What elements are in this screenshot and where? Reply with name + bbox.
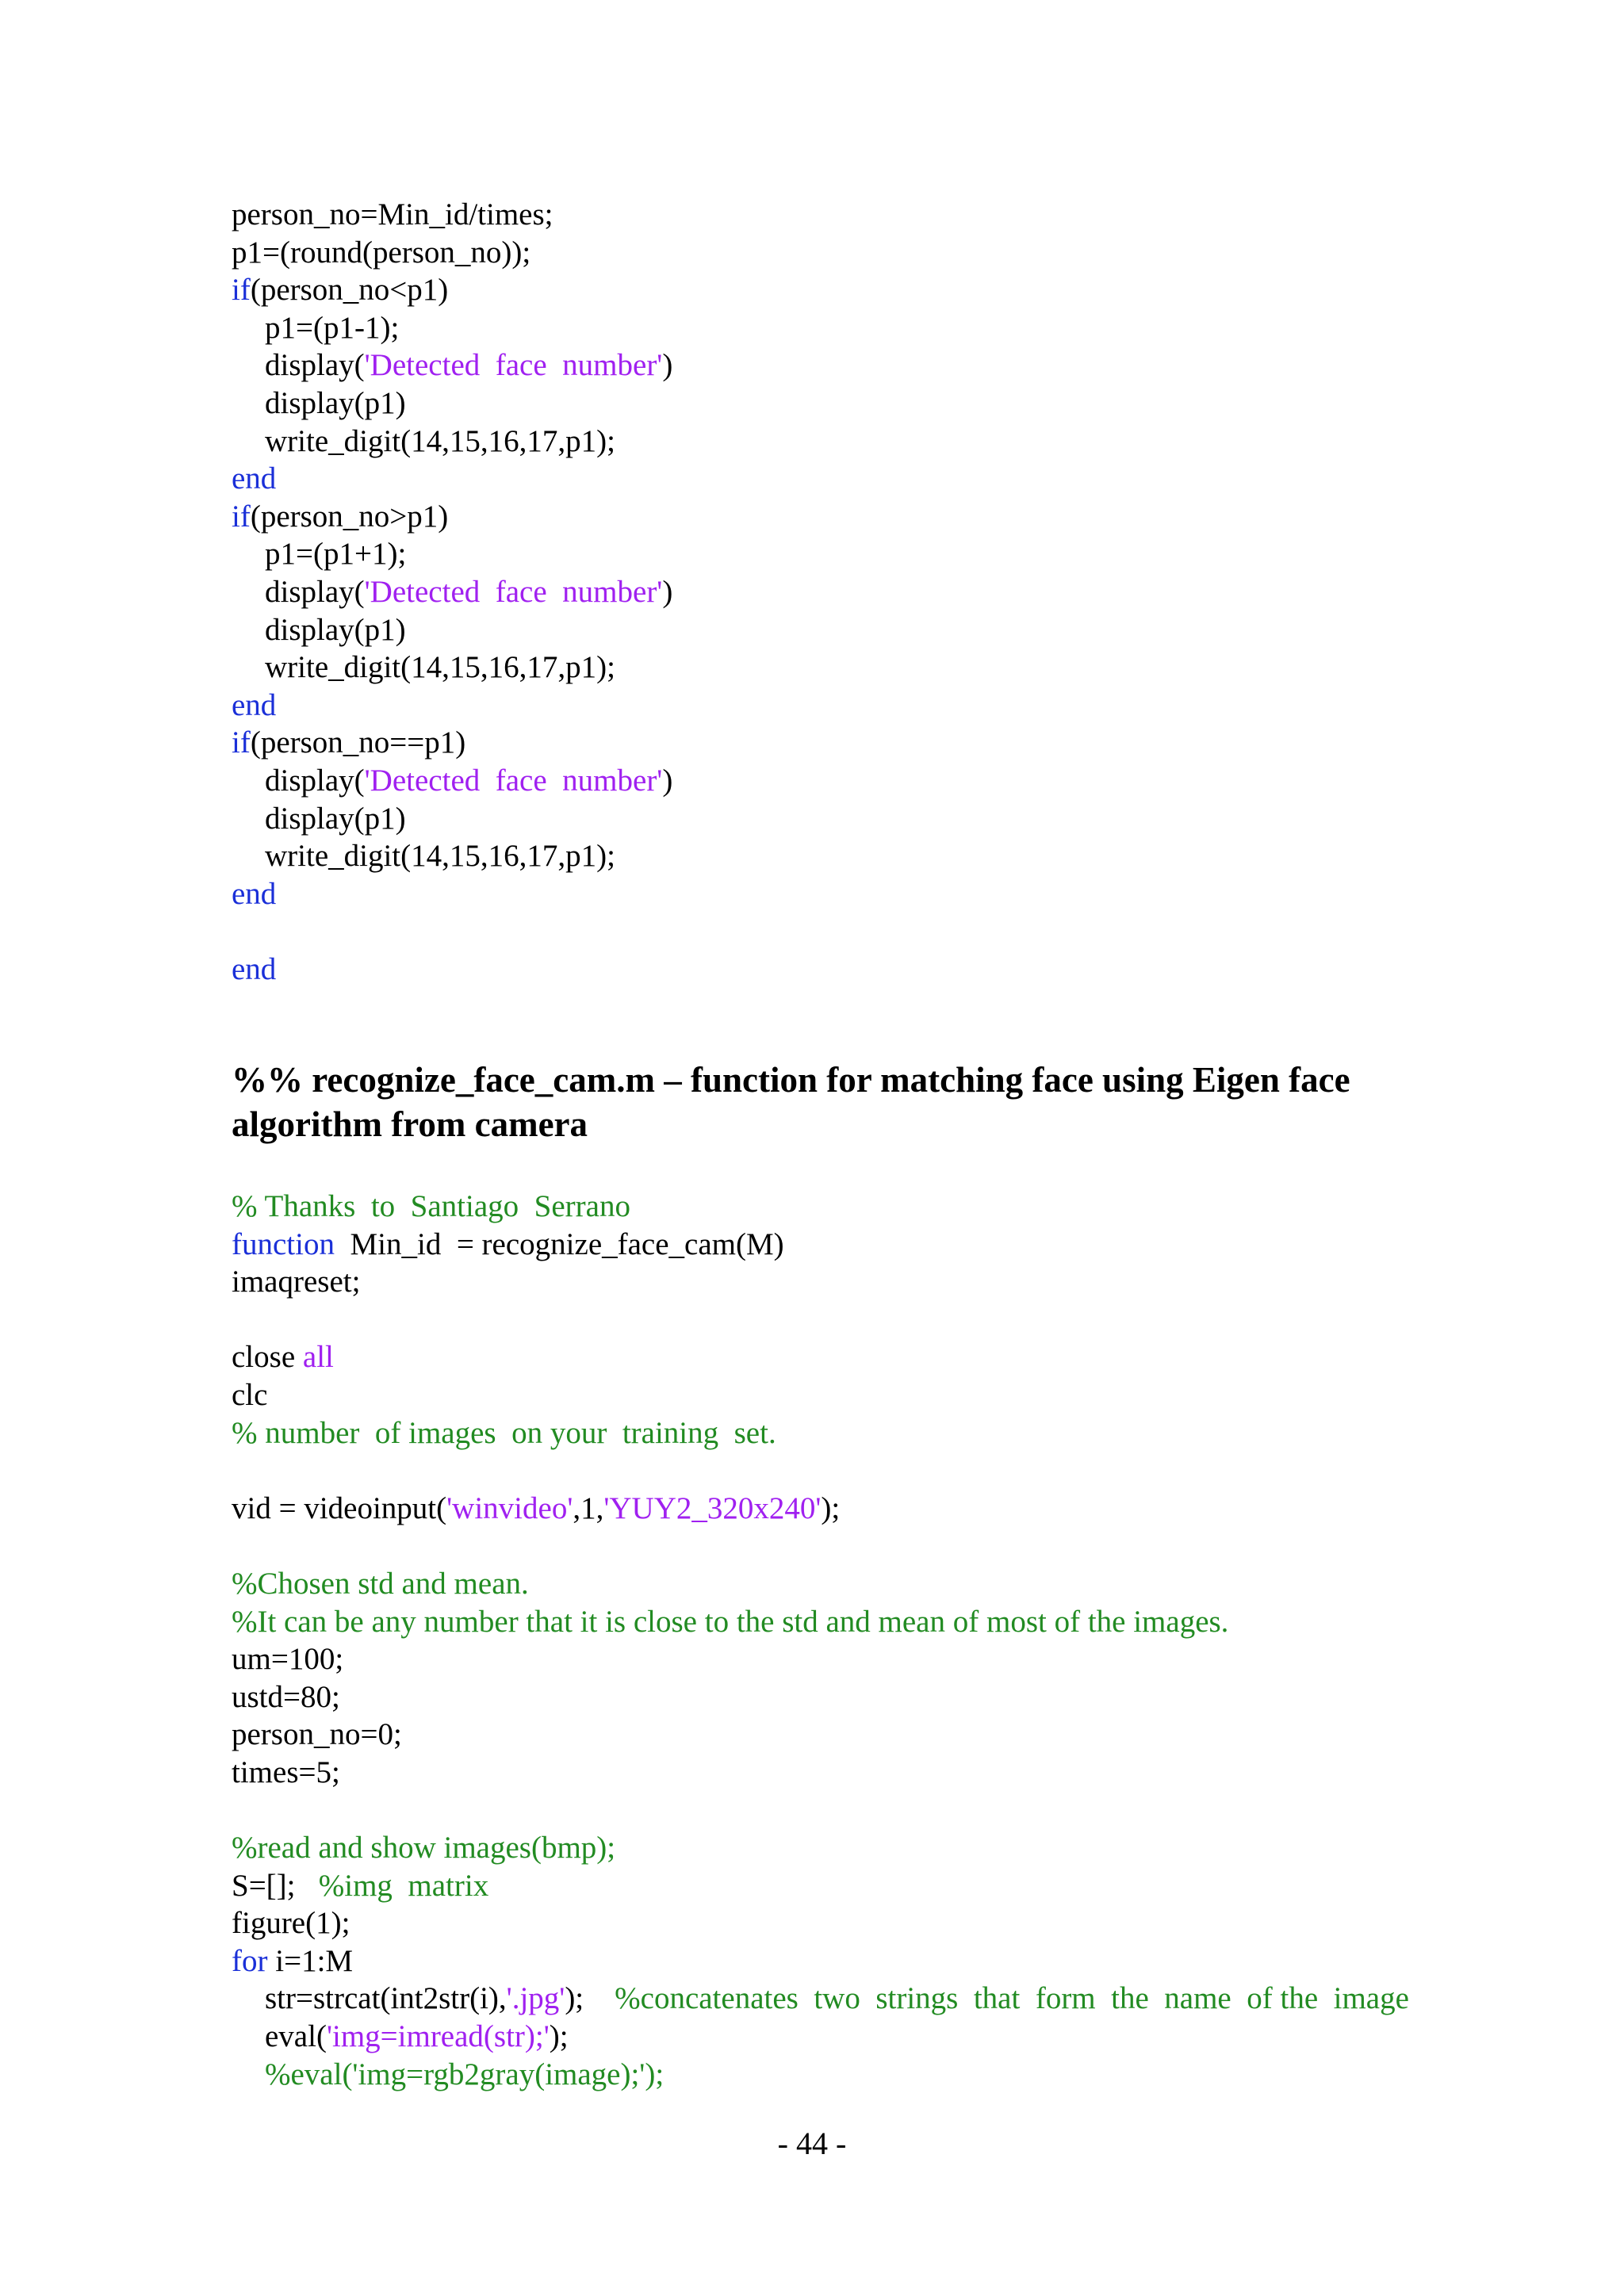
- code-text: close: [232, 1340, 303, 1375]
- comment: %read and show images(bmp);: [232, 1831, 616, 1866]
- code-text: (person_no==p1): [250, 725, 466, 760]
- code-text: p1=(round(person_no));: [232, 235, 531, 270]
- code-text: figure(1);: [232, 1906, 350, 1941]
- code-line: [232, 1226, 1409, 1264]
- keyword: function: [232, 1226, 335, 1261]
- code-line: [232, 1716, 1409, 1754]
- code-text: ustd=80;: [232, 1679, 340, 1714]
- code-line: [232, 234, 672, 272]
- code-text: write_digit(14,15,16,17,p1);: [265, 423, 615, 458]
- code-text: );: [821, 1490, 841, 1525]
- code-line: [232, 460, 672, 498]
- comment: %concatenates two strings that form the name of the image: [615, 1981, 1409, 2016]
- code-line: [232, 1376, 1409, 1414]
- keyword: if: [232, 725, 251, 760]
- code-text: ): [662, 574, 673, 609]
- code-line: [232, 309, 672, 347]
- code-text: display(: [265, 574, 365, 609]
- code-text: );: [549, 2019, 569, 2054]
- code-text: clc: [232, 1377, 268, 1412]
- code-text: eval(: [265, 2019, 327, 2054]
- code-line: [232, 271, 672, 309]
- code-line: [232, 951, 672, 989]
- keyword: for: [232, 1943, 268, 1978]
- code-line: [232, 1640, 1409, 1678]
- code-line: [232, 1452, 1409, 1490]
- keyword: end: [232, 951, 277, 986]
- code-line: [232, 573, 672, 611]
- code-line: [232, 2018, 1409, 2056]
- code-text: display(: [265, 763, 365, 798]
- code-text: display(: [265, 348, 365, 383]
- keyword: end: [232, 876, 277, 911]
- comment: %img matrix: [311, 1868, 489, 1903]
- code-text: times=5;: [232, 1755, 340, 1789]
- comment: %eval('img=rgb2gray(image);');: [265, 2057, 665, 2091]
- code-line: [232, 423, 672, 461]
- code-line: [232, 1414, 1409, 1452]
- code-line: [232, 196, 672, 234]
- code-block-bottom: [232, 1188, 1409, 2093]
- code-line: [232, 875, 672, 913]
- comment: % number of images on your training set.: [232, 1415, 776, 1450]
- code-text: (person_no>p1): [250, 499, 449, 534]
- comment: % Thanks to Santiago Serrano: [232, 1189, 630, 1223]
- code-text: p1=(p1+1);: [265, 537, 407, 572]
- code-text: imaqreset;: [232, 1265, 361, 1299]
- code-line: [232, 1754, 1409, 1792]
- code-text: str=strcat(int2str(i),: [265, 1981, 507, 2016]
- code-text: ,1,: [573, 1490, 604, 1525]
- string-literal: 'Detected face number': [364, 574, 663, 609]
- code-text: um=100;: [232, 1642, 344, 1677]
- keyword: if: [232, 499, 251, 534]
- code-line: [232, 762, 672, 800]
- code-line: [232, 1678, 1409, 1716]
- comment: %Chosen std and mean.: [232, 1566, 529, 1601]
- string-literal: '.jpg': [506, 1981, 565, 2016]
- code-text: person_no=0;: [232, 1717, 402, 1752]
- code-line: [232, 535, 672, 573]
- code-text: (person_no<p1): [250, 273, 449, 308]
- code-line: [232, 498, 672, 536]
- code-line: [232, 346, 672, 385]
- code-line: [232, 1263, 1409, 1301]
- code-text: write_digit(14,15,16,17,p1);: [265, 839, 615, 874]
- code-text: );: [565, 1981, 615, 2016]
- keyword: if: [232, 273, 251, 308]
- code-text: write_digit(14,15,16,17,p1);: [265, 650, 615, 685]
- code-text: vid = videoinput(: [232, 1490, 447, 1525]
- code-line: [232, 1565, 1409, 1603]
- code-text: S=[];: [232, 1868, 311, 1903]
- code-block-top: [232, 196, 672, 988]
- string-literal: 'Detected face number': [364, 763, 663, 798]
- code-text: ): [662, 348, 673, 383]
- comment: %It can be any number that it is close to the std and mean of most of the images.: [232, 1604, 1229, 1639]
- string-literal: 'winvideo': [446, 1490, 573, 1525]
- code-line: [232, 1980, 1409, 2018]
- code-line: [232, 1527, 1409, 1565]
- code-line: [232, 1867, 1409, 1905]
- code-text: ): [662, 763, 673, 798]
- section-heading: %% recognize_face_cam.m – function for matching face using Eigen face algorithm from camera: [232, 1060, 1350, 1144]
- string-literal: 'Detected face number': [364, 348, 663, 383]
- code-text: display(p1): [265, 612, 406, 647]
- code-line: [232, 611, 672, 649]
- string-literal: 'YUY2_320x240': [603, 1490, 822, 1525]
- keyword: end: [232, 461, 277, 496]
- keyword: end: [232, 687, 277, 722]
- code-line: [232, 800, 672, 838]
- code-line: [232, 1942, 1409, 1980]
- string-literal: all: [302, 1340, 334, 1375]
- page-number: - 44 -: [777, 2126, 847, 2161]
- code-line: [232, 913, 672, 951]
- code-text: p1=(p1-1);: [265, 310, 400, 345]
- code-line: [232, 724, 672, 762]
- string-literal: 'img=imread(str);': [326, 2019, 550, 2054]
- code-line: [232, 1904, 1409, 1942]
- code-line: [232, 1301, 1409, 1339]
- code-line: [232, 1188, 1409, 1226]
- code-text: Min_id = recognize_face_cam(M): [334, 1226, 784, 1261]
- code-line: [232, 837, 672, 875]
- code-line: [232, 1792, 1409, 1830]
- code-line: [232, 649, 672, 687]
- code-line: [232, 1490, 1409, 1528]
- code-line: [232, 1338, 1409, 1376]
- code-line: [232, 1603, 1409, 1641]
- code-text: i=1:M: [267, 1943, 354, 1978]
- code-line: [232, 687, 672, 725]
- code-line: [232, 1829, 1409, 1867]
- code-text: display(p1): [265, 385, 406, 420]
- code-line: [232, 385, 672, 423]
- code-text: display(p1): [265, 801, 406, 836]
- code-text: person_no=Min_id/times;: [232, 197, 553, 232]
- code-line: [232, 2056, 1409, 2094]
